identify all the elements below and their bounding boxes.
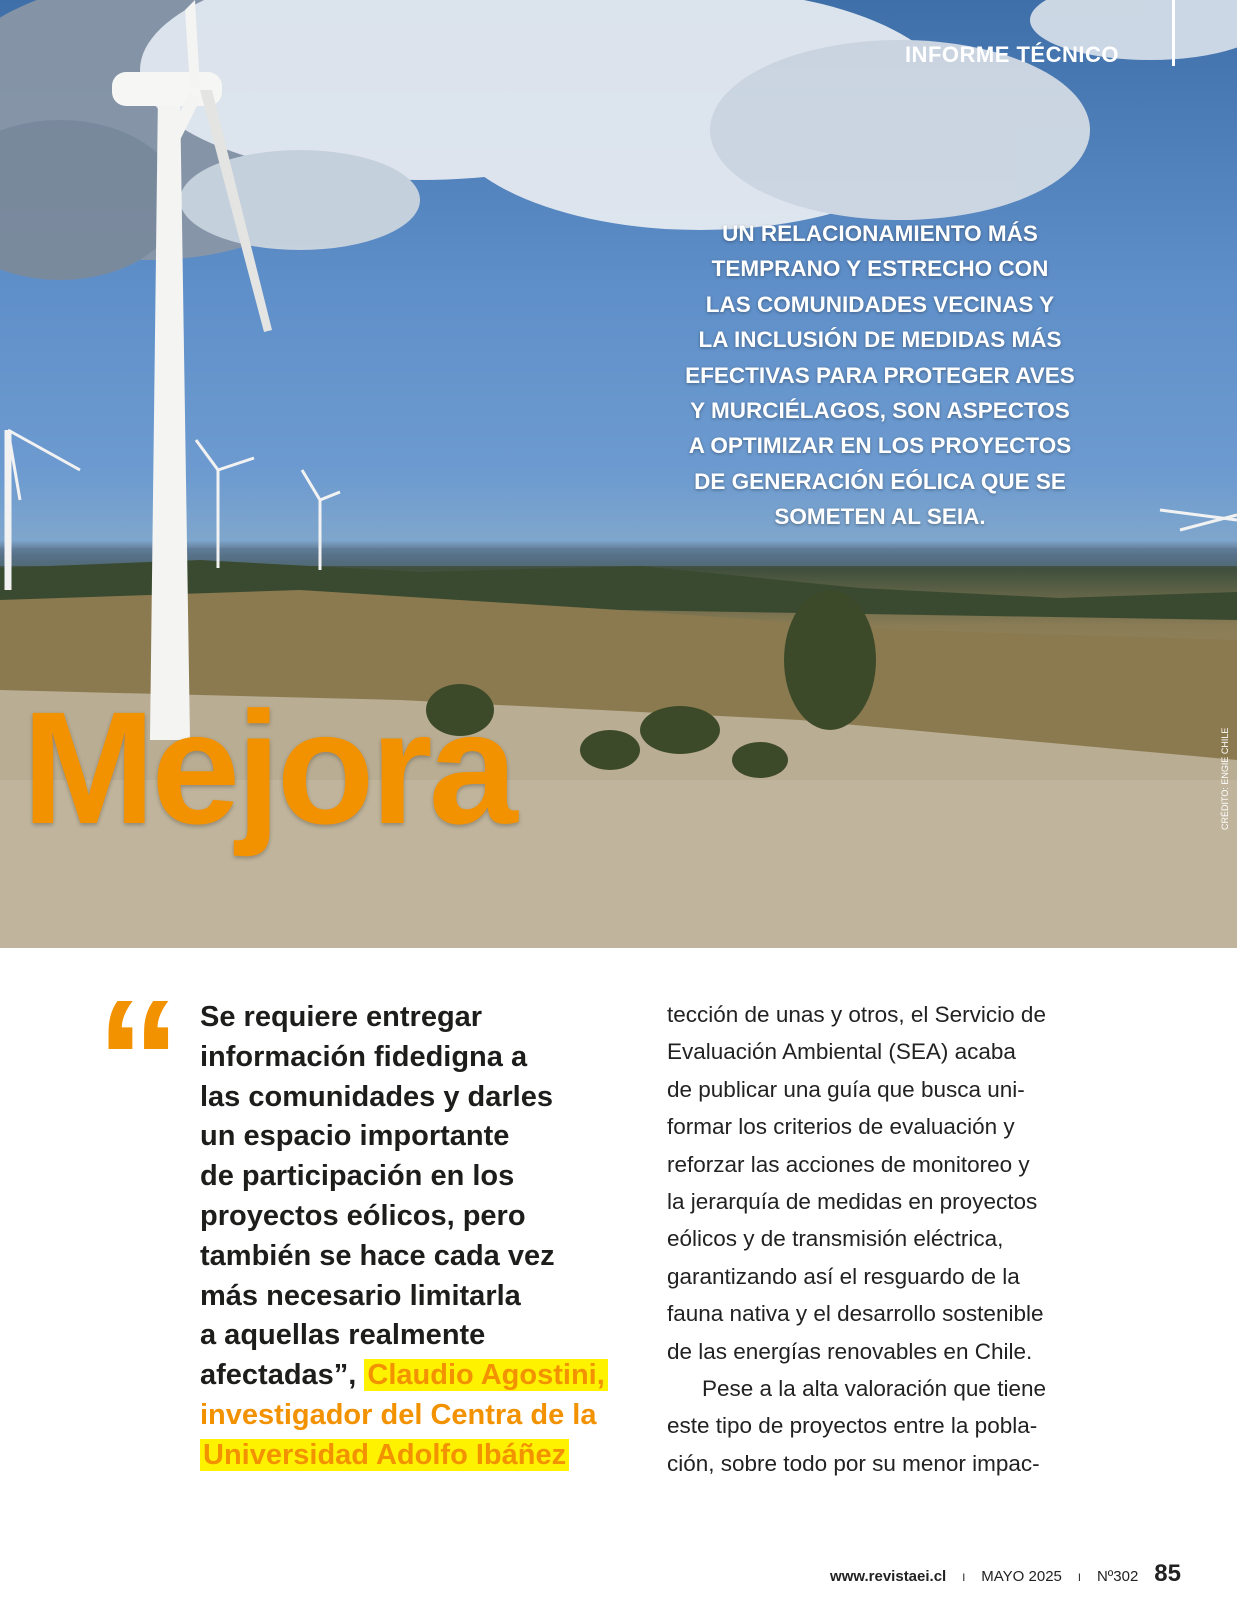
quote-line bbox=[200, 1356, 640, 1396]
pull-quote bbox=[200, 998, 640, 1476]
deck-line: UN RELACIONAMIENTO MÁS bbox=[722, 221, 1038, 246]
deck-line: LA INCLUSIÓN DE MEDIDAS MÁS bbox=[698, 327, 1062, 353]
photo-credit: CRÉDITO: ENGIE CHILE bbox=[1220, 727, 1230, 830]
issue-number: Nº302 bbox=[1096, 1568, 1139, 1585]
quote-mark-icon: “ bbox=[96, 965, 171, 1155]
quote-line: más necesario limitarla bbox=[200, 1279, 521, 1312]
body-column bbox=[667, 996, 1107, 1482]
quote-line: también se hace cada vez bbox=[200, 1239, 555, 1272]
footer-separator: I bbox=[1077, 1572, 1081, 1584]
body-line: de publicar una guía que busca uni- bbox=[667, 1076, 1025, 1102]
body-line: ción, sobre todo por su menor impac- bbox=[667, 1450, 1040, 1476]
page-number: 85 bbox=[1154, 1560, 1181, 1587]
deck-line: DE GENERACIÓN EÓLICA QUE SE bbox=[694, 468, 1066, 494]
deck-line: EFECTIVAS PARA PROTEGER AVES bbox=[685, 362, 1075, 388]
body-line: de las energías renovables en Chile. bbox=[667, 1338, 1033, 1364]
quote-line: un espacio importante bbox=[200, 1120, 510, 1153]
quote-line: Se requiere entregar bbox=[200, 1001, 483, 1033]
body-line: la jerarquía de medidas en proyectos bbox=[667, 1189, 1038, 1215]
deck-line: A OPTIMIZAR EN LOS PROYECTOS bbox=[688, 433, 1072, 459]
deck-line: SOMETEN AL SEIA. bbox=[774, 504, 986, 530]
deck-line: TEMPRANO Y ESTRECHO CON bbox=[711, 256, 1049, 282]
quote-line: proyectos eólicos, pero bbox=[200, 1199, 526, 1232]
body-line: Evaluación Ambiental (SEA) acaba bbox=[667, 1039, 1016, 1065]
body-line: este tipo de proyectos entre la pobla- bbox=[667, 1413, 1038, 1439]
body-line: reforzar las acciones de monitoreo y bbox=[667, 1151, 1030, 1177]
attribution-line: investigador del Centra de la bbox=[200, 1398, 597, 1431]
deck-line: Y MURCIÉLAGOS, SON ASPECTOS bbox=[690, 398, 1070, 424]
site-url: www.revistaei.cl bbox=[830, 1568, 947, 1585]
body-paragraph bbox=[667, 996, 1107, 1370]
headline: Mejora bbox=[22, 678, 514, 857]
body-line: eólicos y de transmisión eléctrica, bbox=[667, 1226, 1004, 1252]
section-label: INFORME TÉCNICO bbox=[904, 42, 1119, 67]
issue-date: MAYO 2025 bbox=[981, 1568, 1062, 1585]
deck-line: LAS COMUNIDADES VECINAS Y bbox=[705, 291, 1055, 317]
body-paragraph bbox=[667, 1370, 1107, 1482]
article-deck bbox=[660, 216, 1100, 535]
section-tag-rule bbox=[1172, 0, 1175, 66]
quote-line: a aquellas realmente bbox=[200, 1319, 486, 1352]
body-line: garantizando así el resguardo de la bbox=[667, 1263, 1020, 1289]
body-line: Pese a la alta valoración que tiene bbox=[702, 1376, 1046, 1402]
body-line: fauna nativa y el desarrollo sostenible bbox=[667, 1301, 1044, 1327]
quote-line: información fidedigna a bbox=[200, 1040, 528, 1073]
quote-line: de participación en los bbox=[200, 1160, 515, 1193]
quote-line: las comunidades y darles bbox=[200, 1080, 553, 1113]
body-line: formar los criterios de evaluación y bbox=[667, 1114, 1015, 1140]
page-footer bbox=[830, 1560, 1181, 1588]
quote-last-text: afectadas”, bbox=[200, 1359, 357, 1392]
footer-separator: I bbox=[962, 1572, 966, 1584]
attribution-name: Claudio Agostini, bbox=[364, 1359, 607, 1391]
body-line: tección de unas y otros, el Servicio de bbox=[667, 1002, 1046, 1027]
attribution-line-wrap bbox=[200, 1436, 640, 1476]
attribution-line: Universidad Adolfo Ibáñez bbox=[200, 1439, 569, 1471]
